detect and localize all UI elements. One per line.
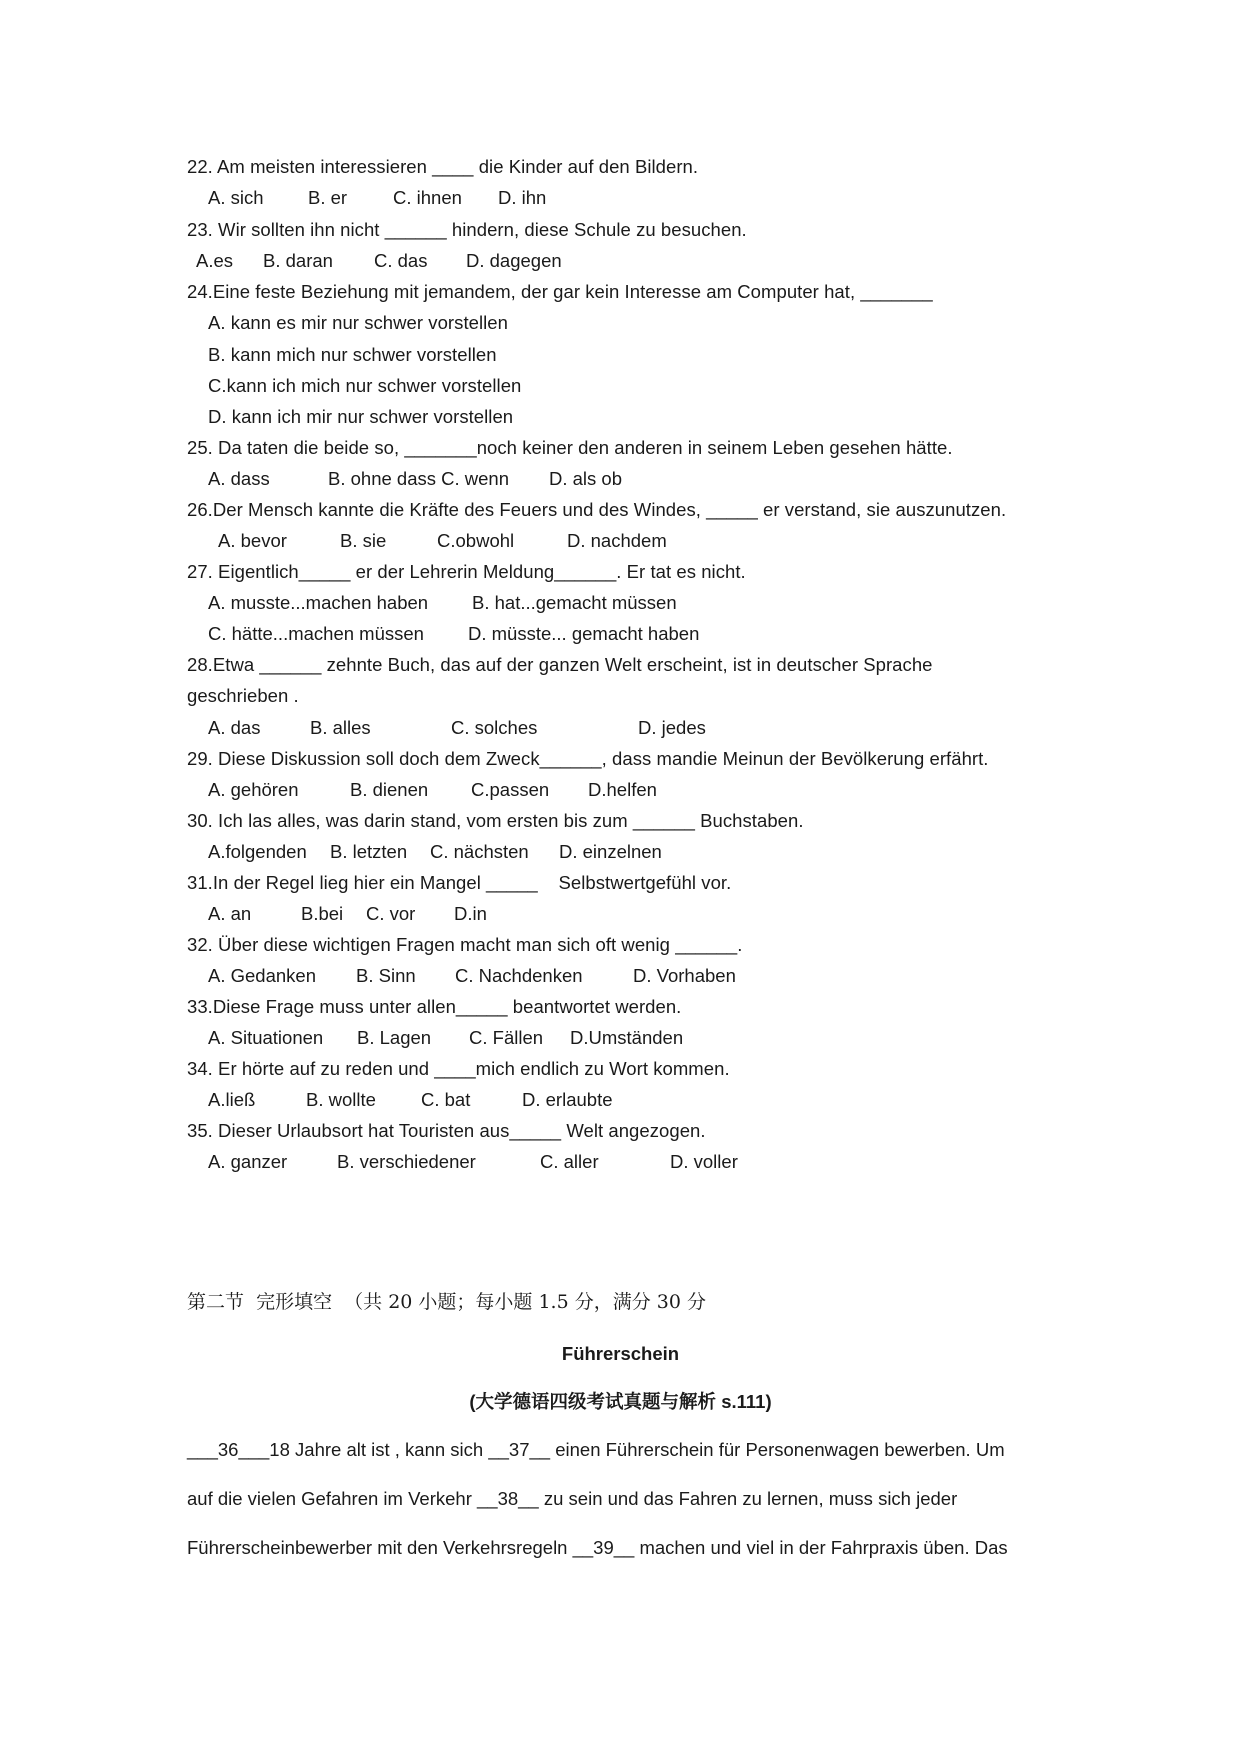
options-32 [0,965,1241,987]
question-28: 28.Etwa ______ zehnte Buch, das auf der ganzen Welt erscheint, ist in deutscher Sprache [187,654,933,675]
option: B. daran [263,250,333,271]
passage-source: (大学德语四级考试真题与解析 s.111) [469,1391,772,1412]
option: D. ihn [498,187,547,208]
option: C. solches [451,717,538,738]
options-26 [0,530,1241,552]
option: C. nächsten [430,841,529,862]
question-32: 32. Über diese wichtigen Fragen macht man sich oft wenig ______. [187,934,743,955]
question-35: 35. Dieser Urlaubsort hat Touristen aus_____ Welt angezogen. [187,1120,706,1141]
option: B. alles [310,717,371,738]
question-33: 33.Diese Frage muss unter allen_____ beantwortet werden. [187,996,682,1017]
option: D. einzelnen [559,841,662,862]
option: A. ganzer [208,1151,288,1172]
options-23 [0,250,1241,272]
question-28-continued: geschrieben . [187,685,299,706]
option: A. sich [208,187,264,208]
option: A. an [208,903,252,924]
question-25: 25. Da taten die beide so, _______noch keiner den anderen in seinem Leben gesehen hätte. [187,437,953,458]
passage-title: Führerschein [561,1343,680,1364]
option: B. dienen [350,779,429,800]
options-27b [0,623,1241,645]
question-22: 22. Am meisten interessieren ____ die Kinder auf den Bildern. [187,156,699,177]
option: B. verschiedener [337,1151,476,1172]
option: C.kann ich mich nur schwer vorstellen [208,375,522,396]
question-30: 30. Ich las alles, was darin stand, vom ersten bis zum ______ Buchstaben. [187,810,804,831]
option: C. bat [421,1089,471,1110]
option: A.folgenden [208,841,307,862]
option: D. nachdem [567,530,667,551]
options-28 [0,717,1241,739]
option: C. hätte...machen müssen [208,623,424,644]
option: A.es [196,250,234,271]
option: D. als ob [549,468,623,489]
passage-line: Führerscheinbewerber mit den Verkehrsregeln __39__ machen und viel in der Fahrpraxis üben. Das [187,1537,1008,1558]
options-29 [0,779,1241,801]
option: C. Fällen [469,1027,544,1048]
option: A. kann es mir nur schwer vorstellen [208,312,508,333]
option: D. müsste... gemacht haben [468,623,700,644]
option: B. sie [340,530,387,551]
option: D. erlaubte [522,1089,613,1110]
option: D.Umständen [570,1027,684,1048]
option: D. dagegen [466,250,562,271]
options-22 [0,187,1241,209]
question-24: 24.Eine feste Beziehung mit jemandem, der gar kein Interesse am Computer hat, _______ [187,281,933,302]
option: B. kann mich nur schwer vorstellen [208,344,497,365]
question-26: 26.Der Mensch kannte die Kräfte des Feuers und des Windes, _____ er verstand, sie auszunutzen. [187,499,1007,520]
option: A. gehören [208,779,299,800]
option: D. voller [670,1151,738,1172]
option: C. vor [366,903,416,924]
option: B. hat...gemacht müssen [472,592,677,613]
option: B.bei [301,903,344,924]
question-27: 27. Eigentlich_____ er der Lehrerin Meldung______. Er tat es nicht. [187,561,746,582]
options-34 [0,1089,1241,1111]
option: C.passen [471,779,550,800]
question-23: 23. Wir sollten ihn nicht ______ hindern, diese Schule zu besuchen. [187,219,747,240]
question-34: 34. Er hörte auf zu reden und ____mich endlich zu Wort kommen. [187,1058,730,1079]
option: B. Lagen [357,1027,432,1048]
option: B. er [308,187,348,208]
option: B. Sinn [356,965,416,986]
question-31: 31.In der Regel lieg hier ein Mangel _____ Selbstwertgefühl vor. [187,872,732,893]
options-31 [0,903,1241,925]
option: D. Vorhaben [633,965,736,986]
option: A. dass [208,468,270,489]
option: A. das [208,717,261,738]
option: D. jedes [638,717,706,738]
option: C. das [374,250,428,271]
options-33 [0,1027,1241,1049]
option: B. ohne dass C. wenn [328,468,509,489]
option: B. letzten [330,841,408,862]
option: A. Situationen [208,1027,324,1048]
options-25 [0,468,1241,490]
option: A. Gedanken [208,965,316,986]
option: C.obwohl [437,530,515,551]
option: A.ließ [208,1089,256,1110]
options-27a [0,592,1241,614]
option: A. bevor [218,530,287,551]
section-heading: 第二节 完形填空 （共 20 小题；每小题 1.5 分，满分 30 分 [187,1291,706,1313]
option: C. ihnen [393,187,462,208]
question-29: 29. Diese Diskussion soll doch dem Zweck______, dass mandie Meinun der Bevölkerung erfährt. [187,748,989,769]
passage-line: ___36___18 Jahre alt ist , kann sich __37__ einen Führerschein für Personenwagen bewerben. Um [187,1439,1005,1460]
option: B. wollte [306,1089,376,1110]
options-35 [0,1151,1241,1173]
options-30 [0,841,1241,863]
option: D.helfen [588,779,657,800]
option: C. aller [540,1151,599,1172]
option: C. Nachdenken [455,965,583,986]
passage-line: auf die vielen Gefahren im Verkehr __38__ zu sein und das Fahren zu lernen, muss sich jeder [187,1488,958,1509]
option: D.in [454,903,487,924]
option: A. musste...machen haben [208,592,429,613]
option: D. kann ich mir nur schwer vorstellen [208,406,514,427]
